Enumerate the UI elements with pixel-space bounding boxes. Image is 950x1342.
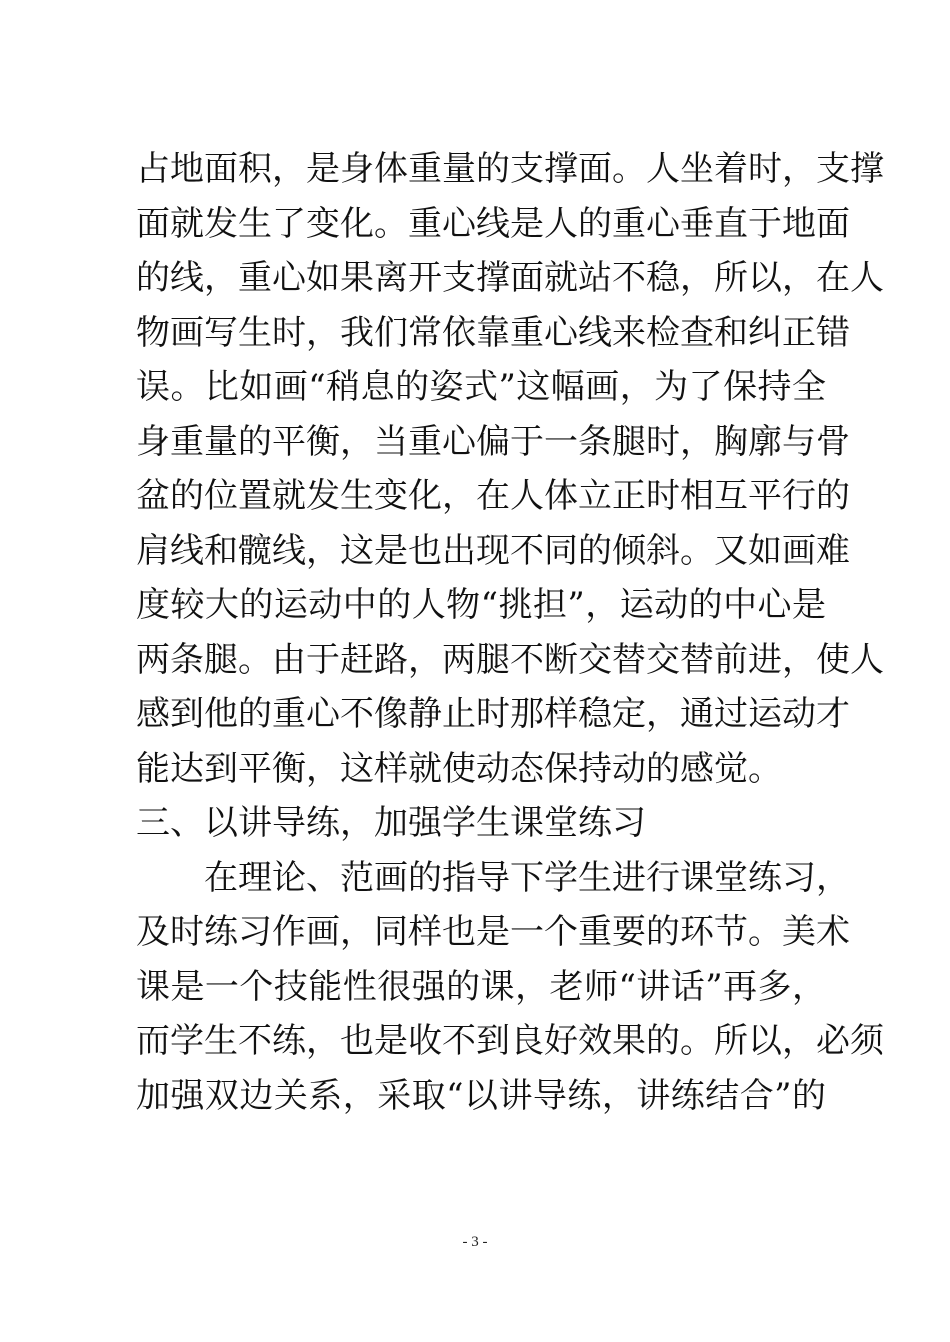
text-line: 肩线和髋线，这是也出现不同的倾斜。又如画难 (136, 530, 850, 571)
text-line: 两条腿。由于赶路，两腿不断交替交替前进，使人 (136, 639, 884, 680)
text-line: 物画写生时，我们常依靠重心线来检查和纠正错 (136, 312, 850, 353)
text-line: 加强双边关系，采取“以讲导练，讲练结合”的 (136, 1075, 826, 1116)
text-line: 度较大的运动中的人物“挑担”，运动的中心是 (136, 585, 826, 625)
paragraph-1 (136, 142, 884, 796)
text-line: 感到他的重心不像静止时那样稳定，通过运动才 (136, 694, 850, 734)
text-line: 课是一个技能性很强的课，老师“讲话”再多， (136, 966, 826, 1007)
paragraph-2 (136, 851, 884, 1124)
text-line: 盆的位置就发生变化，在人体立正时相互平行的 (136, 476, 850, 516)
text-line: 及时练习作画，同样也是一个重要的环节。美术 (136, 912, 850, 952)
body-text (136, 142, 884, 1123)
text-line: 误。比如画“稍息的姿式”这幅画，为了保持全 (136, 367, 826, 407)
text-line: 能达到平衡，这样就使动态保持动的感觉。 (136, 748, 782, 789)
text-line: 而学生不练，也是收不到良好效果的。所以，必须 (136, 1021, 884, 1061)
section-heading: 三、以讲导练，加强学生课堂练习 (136, 803, 646, 843)
text-line: 面就发生了变化。重心线是人的重心垂直于地面 (136, 203, 850, 244)
text-line: 在理论、范画的指导下学生进行课堂练习， (204, 857, 850, 898)
text-line: 占地面积，是身体重量的支撑面。人坐着时，支撑 (136, 149, 884, 189)
text-line: 身重量的平衡，当重心偏于一条腿时，胸廓与骨 (136, 421, 850, 462)
text-line: 的线，重心如果离开支撑面就站不稳，所以，在人 (136, 258, 884, 298)
page-number: - 3 - (462, 1234, 488, 1250)
